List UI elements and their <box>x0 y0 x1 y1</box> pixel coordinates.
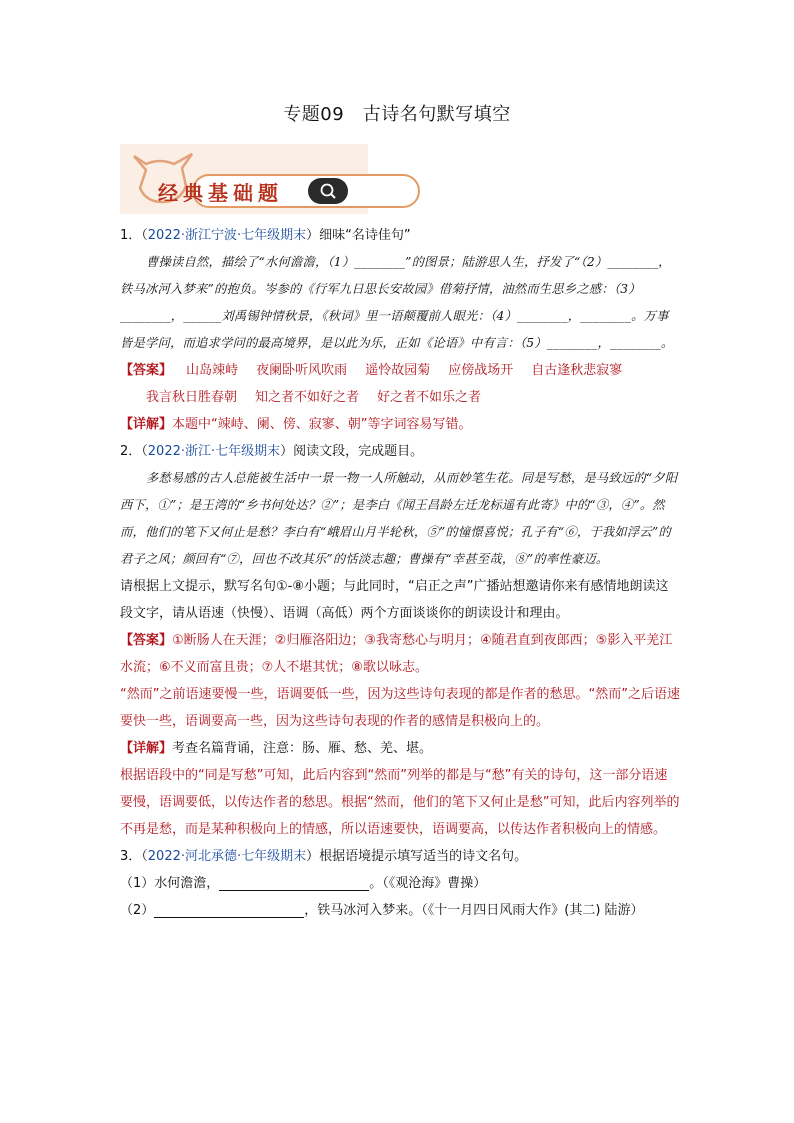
question-3-line-2: （2） ，铁马冰河入梦来。（《十一月四日风雨大作》(其二) 陆游） <box>120 903 644 918</box>
blank-field[interactable] <box>154 901 304 918</box>
question-source: 2022·浙江·七年级期末 <box>147 444 281 459</box>
question-1-detail: 【详解】本题中“竦峙、阑、傍、寂寥、朝”等字词容易写错。 <box>120 417 472 432</box>
blank-field[interactable] <box>219 874 369 891</box>
question-2-prompt: 请根据上文提示，默写名句①-⑧小题；与此同时，“启正之声”广播站想邀请你来有感情地朗读这段文字，请从语速（快慢）、语调（高低）两个方面谈谈你的朗读设计和理由。 <box>120 579 669 621</box>
question-2-answer: 【答案】①断肠人在天涯；②归雁洛阳边；③我寄愁心与明月；④随君直到夜郎西；⑤影入平羌江水流；⑥不义而富且贵；⑦人不堪其忧；⑧歌以咏志。 <box>120 633 673 675</box>
search-icon <box>308 178 348 204</box>
content <box>120 222 680 924</box>
question-2-detail-2: 根据语段中的“同是写愁”可知，此后内容到“然而”列举的都是与“愁”有关的诗句，这一部分语速要慢，语调要低，以传达作者的愁思。根据“然而，他们的笔下又何止是愁”可知，此后内容列举的不再是愁，而是某种积极向上的情感，所以语速要快，语调要高，以传达作者积极向上的情感。 <box>120 768 680 837</box>
question-source: 2022·浙江宁波·七年级期末 <box>147 228 307 243</box>
page-title: 专题09 古诗名句默写填空 <box>283 104 511 125</box>
question-1-answer: 【答案】 山岛竦峙 夜阑卧听风吹雨 遥怜故园菊 应傍战场开 自古逢秋悲寂寥我言秋日胜春朝 知之者不如好之者 好之者不如乐之者 <box>120 357 680 411</box>
question-3-line-1: （1）水何澹澹， 。（《观沧海》曹操） <box>120 876 487 891</box>
question-2-header: 2．（2022·浙江·七年级期末）阅读文段，完成题目。 <box>120 444 424 459</box>
question-1-passage: 曹操读自然，描绘了“水何澹澹，（1）________”的图景；陆游思人生，抒发了“（2）________，铁马冰河入梦来”的抱负。岑参的《行军九日思长安故园》借菊抒情，油然而生思乡之感：（3）________，______刘禹锡钟情秋景，《秋词》里一语颠覆前人眼光：（4）________，________。万事皆是学问，而追求学问的最高境界，是以此为乐，正如《论语》中有言：（5）________，________。 <box>120 255 674 350</box>
question-2-passage: 多愁易感的古人总能被生活中一景一物一人所触动，从而妙笔生花。同是写愁，是马致远的“夕阳西下，①”；是王湾的“乡书何处达？②”；是李白《闻王昌龄左迁龙标遥有此寄》中的“③，④”。然而，他们的笔下又何止是愁？李白有“峨眉山月半轮秋，⑤”的憧憬喜悦；孔子有“⑥，于我如浮云”的君子之风；颜回有“⑦，回也不改其乐”的恬淡志趣；曹操有“幸甚至哉，⑧”的率性豪迈。 <box>120 471 678 566</box>
question-3-header: 3．（2022·河北承德·七年级期末）根据语境提示填写适当的诗文名句。 <box>120 849 528 864</box>
question-2-answer-2: “然而”之前语速要慢一些，语调要低一些，因为这些诗句表现的都是作者的愁思。“然而”之后语速要快一些，语调要高一些，因为这些诗句表现的作者的感情是积极向上的。 <box>120 687 680 729</box>
question-2-detail: 【详解】考查名篇背诵，注意：肠、雁、愁、羌、堪。 <box>120 741 433 756</box>
section-banner <box>120 144 368 214</box>
banner-label: 经典基础题 <box>158 181 283 205</box>
question-source: 2022·河北承德·七年级期末 <box>147 849 307 864</box>
question-1-header: 1．（2022·浙江宁波·七年级期末）细味“名诗佳句” <box>120 228 411 243</box>
answer-list: 山岛竦峙 夜阑卧听风吹雨 遥怜故园菊 应傍战场开 自古逢秋悲寂寥我言秋日胜春朝 知之者不如好之者 好之者不如乐之者 <box>146 363 623 405</box>
